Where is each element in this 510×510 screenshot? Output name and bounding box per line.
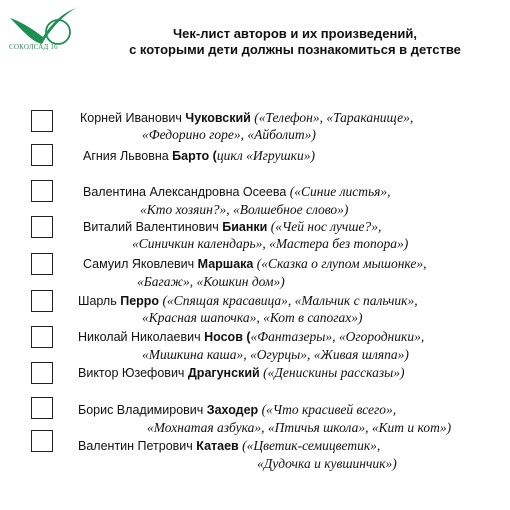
author-name: Валентина Александровна Осеева (83, 185, 290, 199)
works-line-1: («Синие листья», (289, 184, 391, 199)
checkbox-bianki[interactable] (31, 216, 53, 238)
checkbox-chukovsky[interactable] (31, 110, 53, 132)
author-surname: Маршака (197, 257, 254, 271)
works-line-1: («Денискины рассказы») (259, 365, 405, 380)
author-name: Виктор Юзефович (78, 366, 188, 380)
author-name: Валентин Петрович (78, 439, 197, 453)
author-name: Самуил Яковлевич (83, 257, 198, 271)
author-line (78, 293, 418, 309)
author-name: Агния Львовна (83, 149, 173, 163)
works-line-1: («Телефон», «Тараканище», (250, 110, 414, 125)
author-surname: Перро (120, 294, 160, 308)
title-line-2: с которыми дети должны познакомиться в детстве (129, 42, 461, 57)
checkbox-kataev[interactable] (31, 430, 53, 452)
works-line-2: «Федорино горе», «Айболит») (142, 127, 316, 142)
works-line-1: («Что красивей всего», (258, 402, 397, 417)
author-surname: Барто ( (172, 149, 217, 163)
author-line (83, 184, 391, 200)
author-surname: Чуковский (185, 111, 251, 125)
title-line-1: Чек-лист авторов и их произведений, (173, 26, 417, 41)
works-line-2: «Красная шапочка», «Кот в сапогах») (142, 310, 363, 325)
works-line-1: («Чей нос лучше?», (267, 219, 382, 234)
works-line-2: «Дудочка и кувшинчик») (257, 456, 397, 471)
author-name: Шарль (78, 294, 121, 308)
works-line-1: цикл «Игрушки») (216, 148, 315, 163)
works-line-2: «Мохнатая азбука», «Птичья школа», «Кит и кот») (147, 420, 452, 435)
author-line (78, 438, 380, 454)
author-name: Корней Иванович (80, 111, 186, 125)
checkbox-marshak[interactable] (31, 253, 53, 275)
works-line-1: («Спящая красавица», «Мальчик с пальчик», (159, 293, 418, 308)
works-line-1: («Сказка о глупом мышонке», (253, 256, 427, 271)
logo-text: СОКОЛСАД 16 (9, 43, 58, 51)
page-title (90, 26, 500, 58)
author-surname: Бианки (222, 220, 268, 234)
author-name: Николай Николаевич (78, 330, 205, 344)
author-surname: Драгунский (187, 366, 260, 380)
author-line (78, 365, 404, 381)
checkbox-dragunsky[interactable] (31, 362, 53, 384)
works-line-2: «Мишкина каша», «Огурцы», «Живая шляпа») (142, 347, 409, 362)
checkbox-perrault[interactable] (31, 290, 53, 312)
author-name: Виталий Валентинович (83, 220, 223, 234)
author-line (80, 110, 413, 126)
checkbox-nosov[interactable] (31, 326, 53, 348)
author-line (83, 256, 427, 272)
author-line (78, 402, 396, 418)
author-line (83, 219, 381, 235)
works-line-1: («Цветик-семицветик», (238, 438, 381, 453)
author-surname: Заходер (206, 403, 259, 417)
author-surname: Катаев (196, 439, 239, 453)
works-line-1: «Фантазеры», «Огородники», (250, 329, 425, 344)
checkbox-zakhoder[interactable] (31, 397, 53, 419)
author-line (78, 329, 424, 345)
works-line-2: «Багаж», «Кошкин дом») (137, 274, 285, 289)
author-surname: Носов ( (204, 330, 251, 344)
author-line (83, 148, 315, 164)
works-line-2: «Синичкин календарь», «Мастера без топора») (132, 236, 409, 251)
works-line-2: «Кто хозяин?», «Волшебное слово») (140, 202, 349, 217)
author-name: Борис Владимирович (78, 403, 207, 417)
checkbox-barto[interactable] (31, 144, 53, 166)
checkbox-oseeva[interactable] (31, 180, 53, 202)
